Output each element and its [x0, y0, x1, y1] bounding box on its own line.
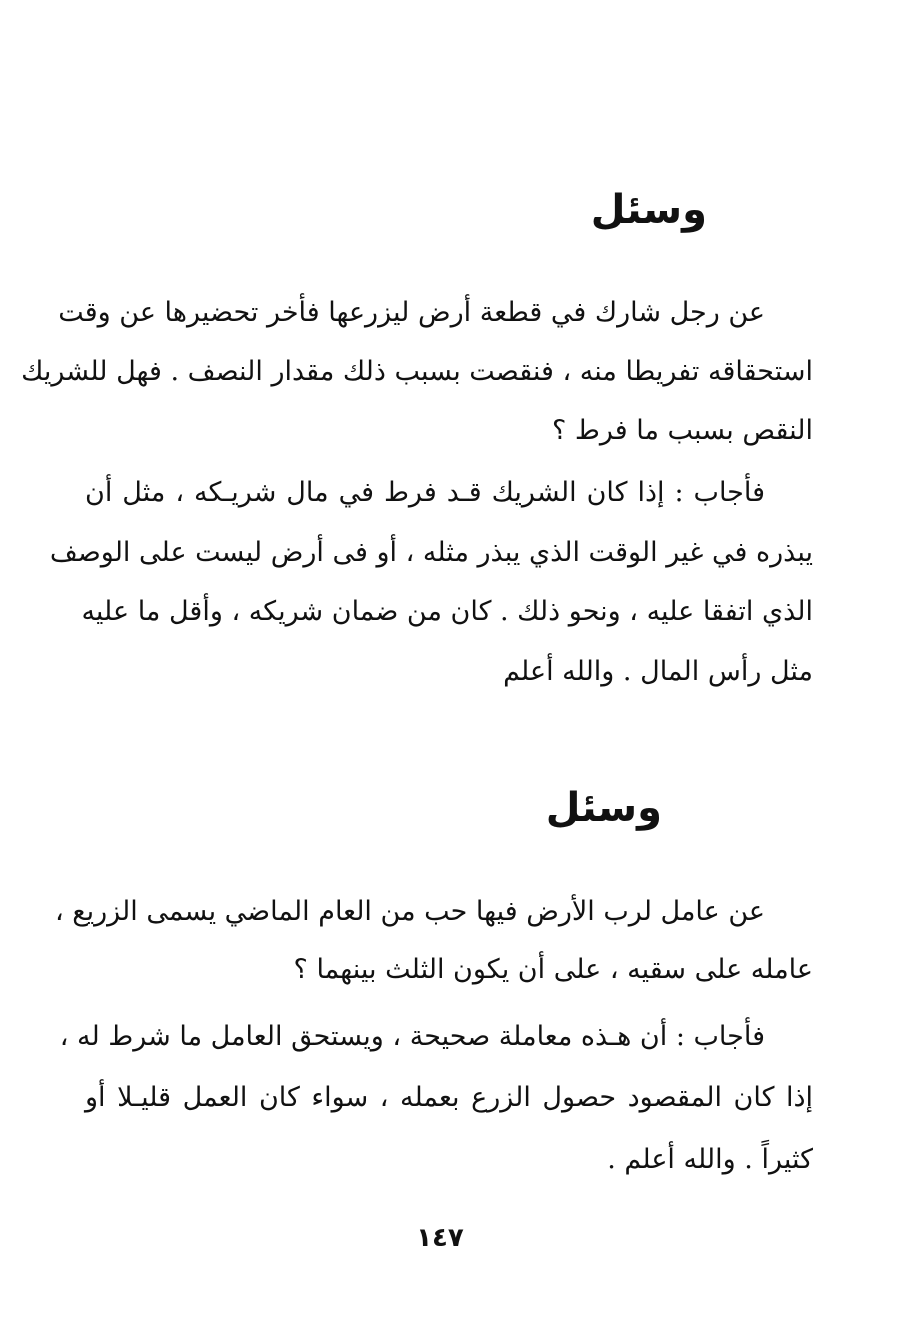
section-1-heading: وسئل [590, 187, 707, 233]
section-1-question-line-3: النقص بسبب ما فرط ؟ [552, 415, 813, 446]
section-1-answer-line-1: فأجاب : إذا كان الشريك قـد فرط في مال شريـكه ، مثل أن [85, 477, 765, 508]
section-2-question-line-2: عامله على سقيه ، على أن يكون الثلث بينهما ؟ [293, 954, 813, 985]
section-1-answer-line-3: الذي اتفقا عليه ، ونحو ذلك . كان من ضمان شريكه ، وأقل ما عليه [81, 596, 813, 627]
section-2-answer-line-1: فأجاب : أن هـذه معاملة صحيحة ، ويستحق العامل ما شرط له ، [59, 1021, 765, 1052]
section-2-question-line-1: عن عامل لرب الأرض فيها حب من العام الماضي يسمى الزريع ، [54, 896, 765, 927]
section-1-question-line-2: استحقاقه تفريطا منه ، فنقصت بسبب ذلك مقدار النصف . فهل للشريك [21, 356, 813, 387]
section-1-answer-line-2: يبذره في غير الوقت الذي يبذر مثله ، أو فى أرض ليست على الوصف [49, 537, 813, 568]
page-number: ١٤٧ [416, 1223, 464, 1253]
section-2-heading: وسئل [545, 785, 662, 831]
section-2-answer-line-3: كثيراً . والله أعلم . [607, 1144, 813, 1175]
section-1-answer-line-4: مثل رأس المال . والله أعلم [503, 656, 813, 687]
section-1-question-line-1: عن رجل شارك في قطعة أرض ليزرعها فأخر تحضيرها عن وقت [58, 297, 765, 328]
section-2-answer-line-2: إذا كان المقصود حصول الزرع بعمله ، سواء كان العمل قليـلا أو [85, 1082, 813, 1113]
